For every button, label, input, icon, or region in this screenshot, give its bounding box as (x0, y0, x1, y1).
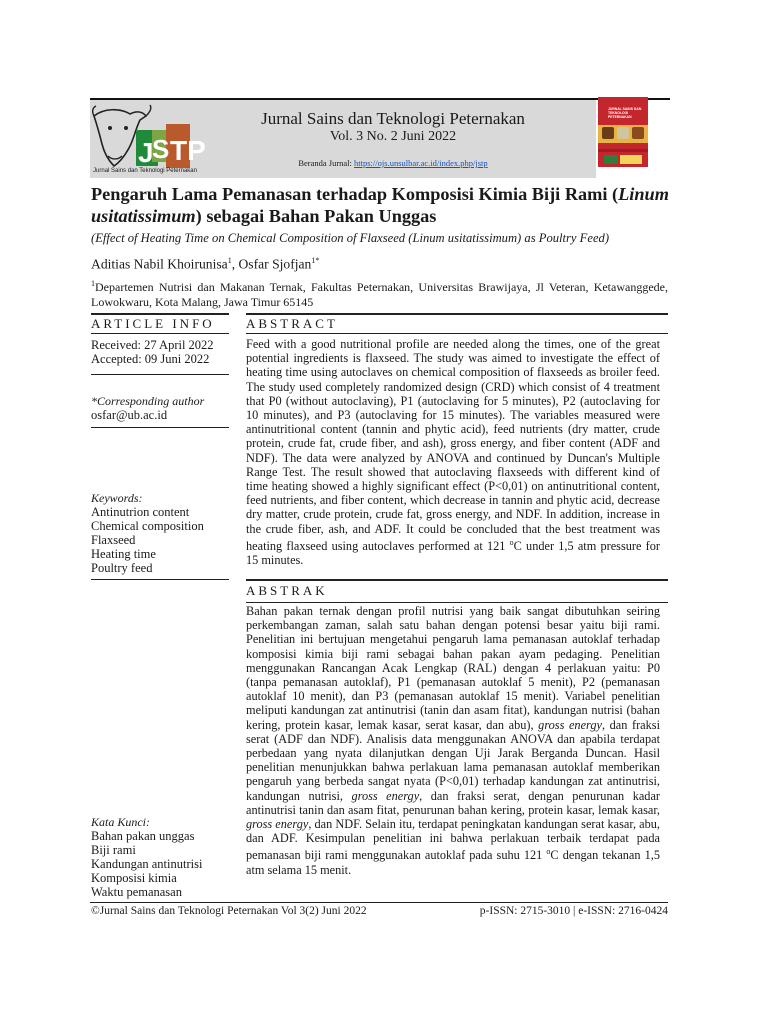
footer-rule (90, 902, 668, 903)
rule (246, 333, 668, 334)
article-subtitle: (Effect of Heating Time on Chemical Composition of Flaxseed (Linum usitatissimum) as Poultry Feed) (91, 231, 610, 245)
svg-text:TP: TP (170, 135, 206, 166)
keywords-label: Keywords: (91, 491, 143, 505)
keyword-item: Flaxseed (91, 533, 136, 547)
abstrak-heading: ABSTRAK (246, 583, 328, 598)
abstrak-text: Bahan pakan ternak dengan profil nutrisi yang baik sangat dibutuhkan seiring perkembangan zaman, salah satu bahan dengan potensi besar yaitu biji rami. Penelitian ini bertujuan mengetahui pengaruh lama pemanasan autoklaf terhadap komposisi kimia biji rami sebagai bahan pakan ayam pedaging. Penelitian menggunakan Rancangan Acak Lengkap (RAL) dengan 4 perlakuan yaitu: P0 (tanpa pemanasan autoklaf), P1 (pemanasan autoklaf 5 menit), P2 (pemanasan autoklaf 10 menit), dan P3 (pemanasan autoklaf 15 menit). Variabel penelitian meliputi kandungan zat antinutrisi (tanin dan asam fitat), kandungan nutrisi (bahan kering, protein kasar, lemak kasar, serat kasar, dan abu), gross energy, dan fraksi serat (ADF dan NDF). Analisis data menggunakan ANOVA dan apabila terdapat perbedaan yang nyata dilanjutkan dengan Uji Jarak Berganda Duncan. Hasil penelitian menunjukkan bahwa perlakuan lama pemanasan autoklaf memberikan pengaruh yang berbeda sangat nyata (P<0,01) terhadap kandungan zat antinutrisi, kandungan nutrisi, gross energy, dan fraksi serat, dengan penurunan kadar antinutrisi tanin dan asam fitat, penurunan bahan kering, protein kasar, lemak kasar, gross energy, dan NDF. Selain itu, terdapat peningkatan kandungan serat kasar, abu, dan ADF. Kesimpulan penelitian ini bahwa perlakuan terbaik terdapat pada pemanasan biji rami menggunakan autoklaf pada suhu 121 $^o$C dengan tekanan 1,5 atm selama 15 menit. (246, 604, 661, 877)
keywords-list (91, 505, 231, 575)
corresponding-author-label: *Corresponding author (91, 394, 205, 408)
keyword-item: Heating time (91, 547, 156, 561)
rule (246, 602, 668, 603)
logo-caption: Jurnal Sains dan Teknologi Peternakan (93, 168, 197, 174)
rule (91, 313, 229, 315)
journal-url-label: Beranda Jurnal: (298, 158, 352, 168)
kata-kunci-list (91, 829, 231, 899)
footer-issn: p-ISSN: 2715-3010 | e-ISSN: 2716-0424 (479, 905, 668, 917)
rule (91, 579, 229, 580)
author-1: Aditias Nabil Khoirunisa (91, 256, 228, 272)
article-info-heading: ARTICLE INFO (91, 316, 215, 331)
kata-kunci-item: Biji rami (91, 843, 136, 857)
affiliation: $^1$Departemen Nutrisi dan Makanan Ternak, Fakultas Peternakan, Universitas Brawijaya, Jl Veteran, Ketawanggede, Lowokwaru, Kota Malang, Jawa Timur 65145 (91, 279, 668, 309)
kata-kunci-item: Bahan pakan unggas (91, 829, 195, 843)
rule (246, 579, 668, 581)
journal-url-line (204, 158, 582, 168)
authors: Aditias Nabil Khoirunisa$^1$, Osfar Sjofjan$^{1*}$ (91, 256, 320, 272)
keyword-item: Poultry feed (91, 561, 153, 575)
rule (91, 333, 229, 334)
kata-kunci-item: Kandungan antinutrisi (91, 857, 203, 871)
corresponding-email[interactable]: osfar@ub.ac.id (91, 408, 168, 422)
journal-logo (90, 102, 206, 176)
article-title: Pengaruh Lama Pemanasan terhadap Komposisi Kimia Biji Rami (Linum usitatissimum) sebagai Bahan Pakan Unggas (91, 184, 669, 226)
author-2: Osfar Sjofjan (238, 256, 312, 272)
kata-kunci-label: Kata Kunci: (91, 815, 150, 829)
rule (91, 427, 229, 428)
journal-volume: Vol. 3 No. 2 Juni 2022 (329, 129, 457, 144)
abstract-heading: ABSTRACT (246, 316, 338, 331)
cover-title: JURNAL SAINS DAN TEKNOLOGI PETERNAKAN (608, 107, 642, 119)
journal-name: Jurnal Sains dan Teknologi Peternakan (261, 109, 525, 128)
accepted-date: Accepted: 09 Juni 2022 (91, 352, 210, 366)
journal-cover-image (598, 97, 648, 167)
svg-text:J: J (138, 137, 154, 168)
keyword-item: Chemical composition (91, 519, 204, 533)
received-date: Received: 27 April 2022 (91, 338, 214, 352)
abstract-text: Feed with a good nutritional profile are needed along the times, one of the great potential ingredients is flaxseed. The study was aimed to investigate the effect of heating time using autoclaves on chemical composition of flaxseeds as broiler feed. The study used completely randomized design (CRD) which consist of 4 treatment that P0 (without autoclaving), P1 (autoclaving for 5 minutes), P2 (autoclaving for 10 minutes), and P3 (autoclaving for 15 minutes). The variables measured were antinutritional content (tannin and phytic acid), feed nutrients (dry matter, crude protein, crude fat, crude fiber, and ash), gross energy, and fiber content (ADF and NDF). The data were analyzed by ANOVA and continued by Duncan's Multiple Range Test. The result showed that autoclaving flaxseeds with different kind of time heating showed a highly significant effect (P<0,01) on antinutritional content, feed nutrients, and fiber content, which decrease in tannin and phytic acid, decrease dry matter, crude protein, crude fat, gross energy, and NDF. In addition, increase in the crude fiber, ash, and ADF. It could be concluded that the best treatment was heating flaxseed using autoclaves performed at 121 $^o$C under 1,5 atm pressure for 15 minutes. (246, 337, 660, 568)
cow-logo-icon (90, 102, 206, 176)
kata-kunci-item: Komposisi kimia (91, 871, 177, 885)
keyword-item: Antinutrion content (91, 505, 190, 519)
rule (91, 374, 229, 375)
svg-text:S: S (152, 134, 170, 164)
kata-kunci-item: Waktu pemanasan (91, 885, 182, 899)
footer-copyright: ©Jurnal Sains dan Teknologi Peternakan Vol 3(2) Juni 2022 (91, 905, 367, 917)
rule (246, 313, 668, 315)
journal-url-link[interactable]: https://ojs.unsulbar.ac.id/index.php/jstp (354, 158, 488, 168)
